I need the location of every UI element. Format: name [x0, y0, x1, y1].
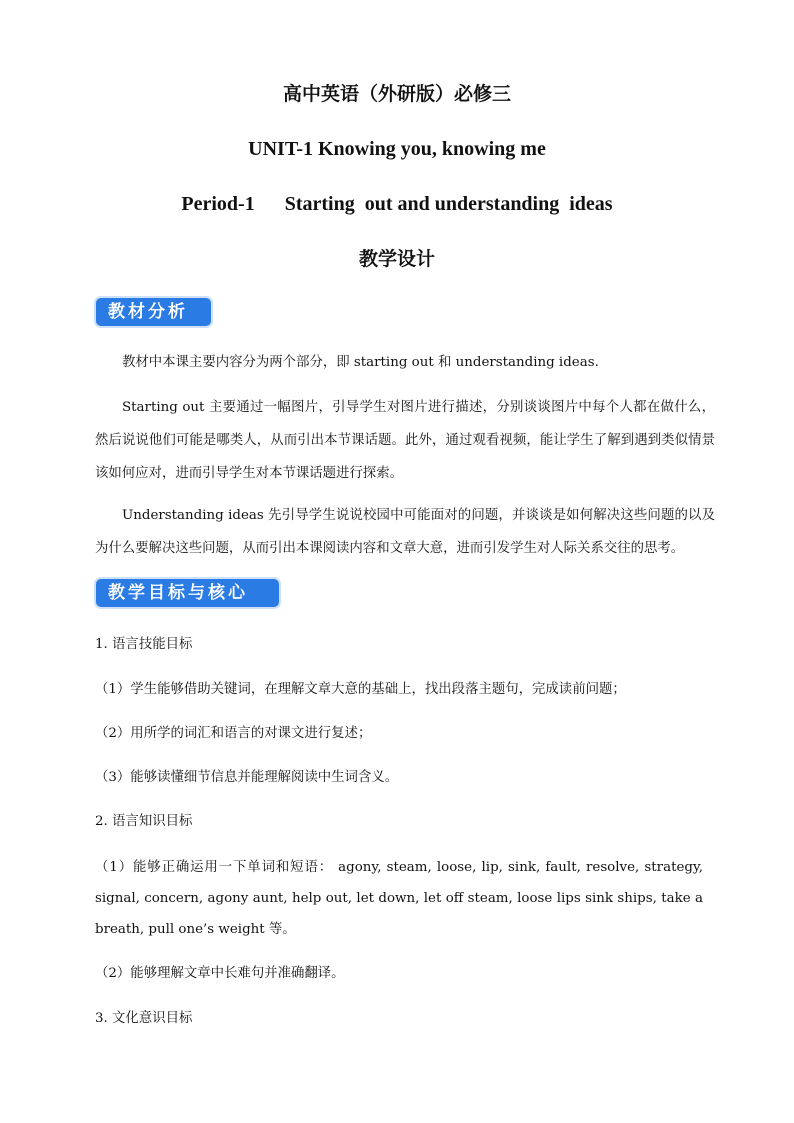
doc-title: 高中英语（外研版）必修三 — [282, 83, 511, 105]
section-badge-goals: 教学目标与核心素养 — [96, 579, 279, 607]
doc-subtitle: 教学设计 — [358, 248, 435, 270]
section-badge-analysis: 教材分析 — [96, 298, 211, 326]
analysis-paragraph-2: Starting out 主要通过一幅图片，引导学生对图片进行描述，分别谈谈图片中每个人都在做什么，然后说说他们可能是哪类人，从而引出本节课话题。此外，通过观看视频，能让学生了解到遇到类似情景该如何应对，进而引导学生对本节课话题进行探索。 — [95, 400, 715, 481]
goal-1-item-2: （2）用所学的词汇和语言的对课文进行复述； — [95, 726, 372, 741]
goal-1-title: 1. 语言技能目标 — [95, 637, 193, 652]
goal-2-title: 2. 语言知识目标 — [95, 814, 193, 829]
unit-title: UNIT-1 Knowing you, knowing me — [248, 138, 546, 160]
analysis-paragraph-1: 教材中本课主要内容分为两个部分，即 starting out 和 understanding ideas. — [122, 355, 599, 370]
goal-3-title: 3. 文化意识目标 — [95, 1011, 193, 1026]
analysis-paragraph-3: Understanding ideas 先引导学生说说校园中可能面对的问题，并谈谈是如何解决这些问题的以及为什么要解决这些问题，从而引出本课阅读内容和文章大意，进而引发学生对人际关系交往的思考。 — [95, 508, 715, 556]
goal-1-item-3: （3）能够读懂细节信息并能理解阅读中生词含义。 — [95, 770, 399, 785]
goal-2-item-2: （2）能够理解文章中长难句并准确翻译。 — [95, 966, 345, 981]
goal-1-item-1: （1）学生能够借助关键词，在理解文章大意的基础上，找出段落主题句，完成读前问题； — [95, 682, 626, 697]
goal-2-item-1: （1）能够正确运用一下单词和短语： agony, steam, loose, lip, sink, fault, resolve, strategy, signal, concern, agony aunt, help out, let down, let off steam, loose lips sink ships, take a breath, pull one’s weight 等。 — [95, 860, 703, 937]
period-title: Period-1 Starting out and understanding ideas — [181, 193, 613, 215]
